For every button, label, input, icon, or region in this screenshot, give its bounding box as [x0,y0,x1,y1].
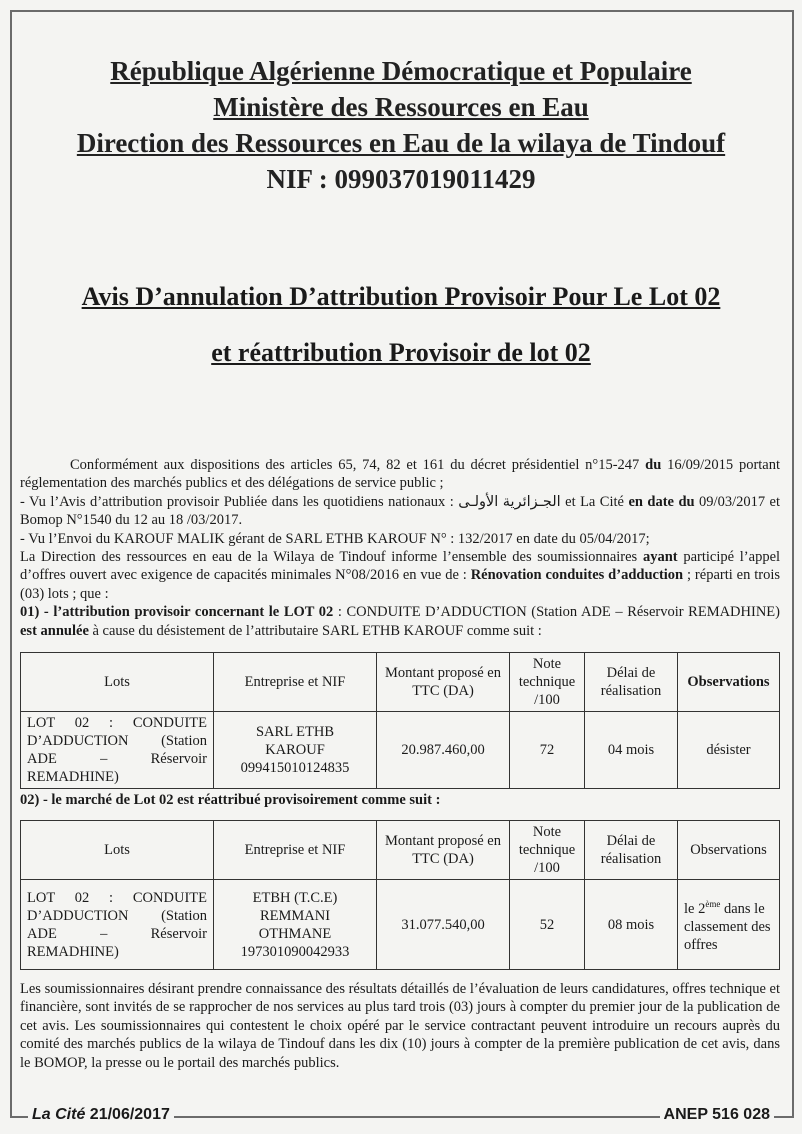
table-row [21,712,780,789]
cell-note: 52 [510,880,585,970]
footer-paper: La Cité [32,1106,86,1123]
col-entreprise: Entreprise et NIF [214,653,377,712]
notice-title-line1: Avis D’annulation D’attribution Provisoir Pour Le Lot 02 [81,282,721,311]
cell-montant: 31.077.540,00 [377,880,510,970]
entreprise-nif: 099415010124835 [240,760,350,776]
col-montant: Montant proposé en TTC (DA) [377,821,510,880]
direction-text-c: participé l’appel d’offres ouvert avec exigence de capacités minimales N°08/2016 en vue de : [20,549,781,584]
section1-text-b: : CONDUITE D’ADDUCTION (Station ADE – Réservoir REMADHINE) [337,604,780,621]
col-entreprise: Entreprise et NIF [214,821,377,880]
intro-text-b: du [645,457,662,473]
table-row [21,880,780,970]
cell-delai: 04 mois [585,712,678,789]
footer-reference: ANEP 516 028 [660,1106,774,1124]
table-header-row [21,821,780,880]
vu-avis-b: en date du [628,493,695,510]
footer-publication [28,1106,174,1124]
cancelled-attribution-table [20,652,780,789]
col-lots: Lots [21,821,214,880]
intro-text-c: 16/09/2015 portant réglementation des marchés publics et des délégations de service public ; [20,457,781,492]
direction-text-b: ayant [642,549,678,566]
entreprise-nif: 197301090042933 [240,943,350,960]
entreprise-name-2: REMMANI [259,907,331,924]
col-observations: Observations [678,653,780,712]
cell-observations: désister [678,712,780,789]
notice-title-line2: et réattribution Provisoir de lot 02 [211,338,591,367]
vu-avis-a: - Vu l’Avis d’attribution provisoir Publiée dans les quotidiens nationaux : الجـزائرية الأولـى et La Cité [20,493,624,510]
direction-text-d: Rénovation conduites d’adduction [470,567,684,584]
section1-text-a: 01) - l’attribution provisoir concernant le LOT 02 [20,604,334,621]
intro-paragraph [20,456,780,493]
obs-rank: le 2 [684,900,706,917]
footer [0,1104,802,1126]
direction-text-a: La Direction des ressources en eau de la Wilaya de Tindouf informe l’ensemble des soumissionnaires [20,549,638,566]
entreprise-name-1: SARL ETHB [255,724,334,740]
vu-avis [20,494,780,528]
vu-avis-c: 09/03/2017 et Bomop N°1540 du 12 au 18 /03/2017. [20,493,781,529]
reattribution-table [20,820,780,970]
col-note: Note technique /100 [510,653,585,712]
col-montant: Montant proposé en TTC (DA) [377,653,510,712]
entreprise-name-3: OTHMANE [258,925,332,942]
header-nif: NIF : 099037019011429 [266,164,536,194]
col-lots: Lots [21,653,214,712]
section1-text-d: à cause du désistement de l’attributaire SARL ETHB KAROUF comme suit : [92,622,542,639]
col-delai: Délai de réalisation [585,821,678,880]
header-direction: Direction des Ressources en Eau de la wilaya de Tindouf [76,128,726,158]
entreprise-name-1: ETBH (T.C.E) [252,889,338,906]
cell-observations [678,880,780,970]
obs-text: dans le classement des offres [684,900,771,953]
cell-montant: 20.987.460,00 [377,712,510,789]
table-header-row [21,653,780,712]
closing-paragraph: Les soumissionnaires désirant prendre connaissance des résultats détaillés de l’évaluation de leurs candidatures, offres technique et financière, sont invités de se rapprocher de nos services au plus tard trois (03) jours à compter du premier jour de la publication de cet avis. Les soumissionnaires qui contestent le choix opéré par le service contractant peuvent introduire un recours auprès du comité des marchés publics de la wilaya de Tindouf dans les dix (10) jours à compter de la première publication de cet avis, dans le BOMOP, la presse ou le portail des marchés publics. [20,981,780,1071]
direction-text-e: ; réparti en trois (03) lots ; que : [20,567,780,602]
header-republic: République Algérienne Démocratique et Populaire [110,56,692,86]
section1-text-c: est annulée [20,622,89,639]
intro-block [20,456,780,640]
header-ministry: Ministère des Ressources en Eau [213,92,589,122]
direction-paragraph [20,549,780,602]
entreprise-name-2: KAROUF [265,742,325,758]
obs-rank-sup: ème [705,899,721,910]
vu-envoi: - Vu l’Envoi du KAROUF MALIK gérant de SARL ETHB KAROUF N° : 132/2017 en date du 05/04/2017; [20,530,650,547]
intro-text-a: Conformément aux dispositions des articles 65, 74, 82 et 161 du décret présidentiel n°15-247 [70,457,640,473]
cell-delai: 08 mois [585,880,678,970]
cell-lot: LOT 02 : CONDUITE D’ADDUCTION (Station ADE – Réservoir REMADHINE) [21,880,214,970]
cell-entreprise [214,880,377,970]
cell-note: 72 [510,712,585,789]
col-delai: Délai de réalisation [585,653,678,712]
section1-paragraph [20,604,780,638]
footer-date: 21/06/2017 [89,1106,170,1123]
cell-entreprise [214,712,377,789]
cell-lot: LOT 02 : CONDUITE D’ADDUCTION (Station ADE – Réservoir REMADHINE) [21,712,214,789]
col-observations: Observations [678,821,780,880]
col-note: Note technique /100 [510,821,585,880]
section2-heading: 02) - le marché de Lot 02 est réattribué provisoirement comme suit : [20,792,441,808]
